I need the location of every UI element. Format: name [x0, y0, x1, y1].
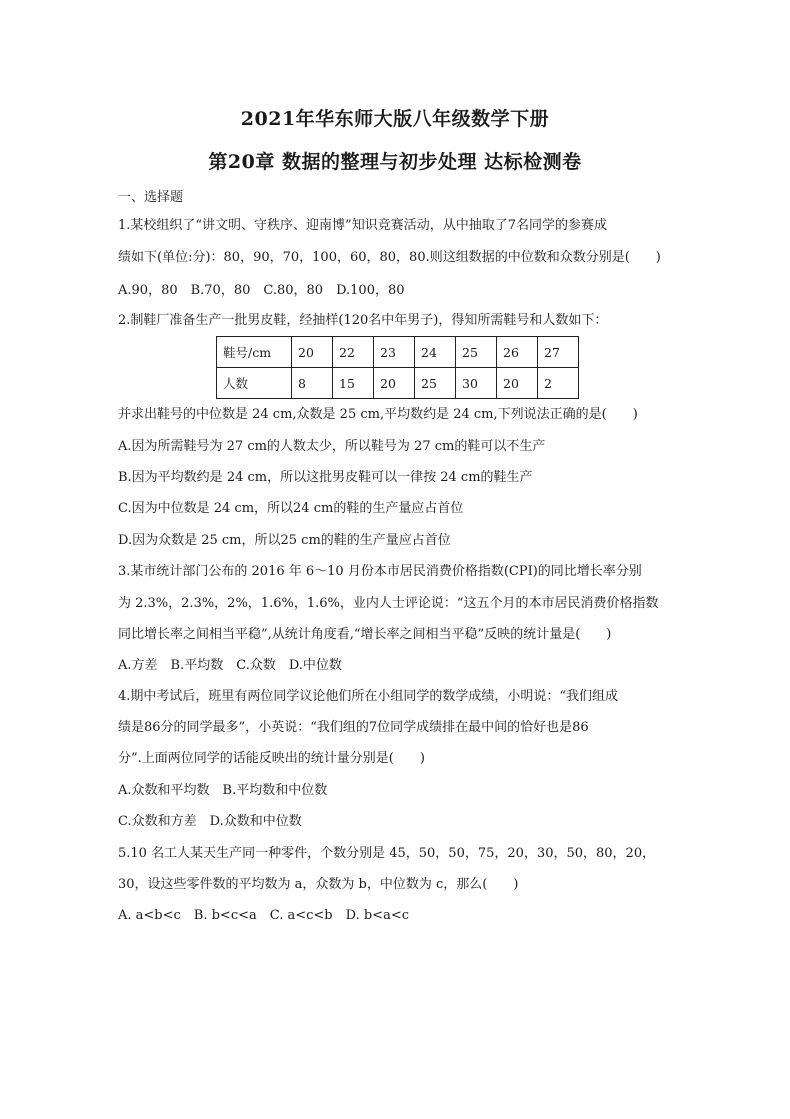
q4-options-cd: C.众数和方差 D.众数和中位数: [118, 814, 302, 829]
q3-line3: 同比增长率之间相当平稳”,从统计角度看,“增长率之间相当平稳”反映的统计量是( ): [118, 627, 612, 642]
table-cell: 25: [456, 337, 497, 368]
table-cell: 22: [333, 337, 374, 368]
table-header-count: 人数: [217, 368, 292, 399]
q3-line2: 为 2.3%，2.3%，2%，1.6%，1.6%，业内人士评论说：“这五个月的本市居民消费价格指数: [118, 596, 659, 611]
q1-line2: 绩如下(单位:分)：80，90，70，100，60，80，80.则这组数据的中位数和众数分别是( ): [118, 250, 661, 265]
table-cell: 8: [292, 368, 333, 399]
table-cell: 26: [497, 337, 538, 368]
table-cell: 15: [333, 368, 374, 399]
q4-line2: 绩是86分的同学最多”，小英说：“我们组的7位同学成绩排在最中间的恰好也是86: [118, 720, 589, 735]
table-cell: 2: [538, 368, 579, 399]
q4-options-ab: A.众数和平均数 B.平均数和中位数: [118, 783, 328, 798]
q2-line1: 2.制鞋厂准备生产一批男皮鞋，经抽样(120名中年男子)，得知所需鞋号和人数如下：: [118, 313, 608, 328]
q1-line1: 1.某校组织了“讲文明、守秩序、迎南博”知识竞赛活动，从中抽取了7名同学的参赛成: [118, 218, 607, 233]
table-header-size: 鞋号/cm: [217, 337, 292, 368]
table-cell: 24: [415, 337, 456, 368]
section-heading: 一、选择题: [118, 190, 184, 205]
q5-line2: 30，设这些零件数的平均数为 a，众数为 b，中位数为 c，那么( ): [118, 877, 519, 892]
q2-option-b: B.因为平均数约是 24 cm，所以这批男皮鞋可以一律按 24 cm的鞋生产: [118, 470, 533, 485]
table-cell: 20: [497, 368, 538, 399]
q2-option-c: C.因为中位数是 24 cm，所以24 cm的鞋的生产量应占首位: [118, 501, 464, 516]
q4-line1: 4.期中考试后，班里有两位同学议论他们所在小组同学的数学成绩，小明说：“我们组成: [118, 689, 619, 704]
table-cell: 23: [374, 337, 415, 368]
q3-options: A.方差 B.平均数 C.众数 D.中位数: [118, 658, 342, 673]
table-cell: 20: [292, 337, 333, 368]
table-row: [217, 368, 579, 399]
shoe-size-table: [216, 336, 579, 399]
q2-line2: 并求出鞋号的中位数是 24 cm,众数是 25 cm,平均数约是 24 cm,下列说法正确的是( ): [118, 407, 638, 422]
q4-line3: 分”.上面两位同学的话能反映出的统计量分别是( ): [118, 751, 425, 766]
q2-option-a: A.因为所需鞋号为 27 cm的人数太少，所以鞋号为 27 cm的鞋可以不生产: [118, 439, 546, 454]
q2-option-d: D.因为众数是 25 cm，所以25 cm的鞋的生产量应占首位: [118, 533, 451, 548]
q5-options: A. a<b<c B. b<c<a C. a<c<b D. b<a<c: [118, 908, 409, 923]
document-title: 2021年华东师大版八年级数学下册: [240, 108, 550, 130]
table-cell: 30: [456, 368, 497, 399]
q1-options: A.90，80 B.70，80 C.80，80 D.100，80: [118, 283, 405, 298]
q3-line1: 3.某市统计部门公布的 2016 年 6～10 月份本市居民消费价格指数(CPI)的同比增长率分别: [118, 564, 642, 579]
q5-line1: 5.10 名工人某天生产同一种零件，个数分别是 45，50，50，75，20，30，50，80，20，: [118, 846, 656, 861]
table-cell: 27: [538, 337, 579, 368]
table-cell: 20: [374, 368, 415, 399]
table-cell: 25: [415, 368, 456, 399]
table-row: [217, 337, 579, 368]
document-subtitle: 第20章 数据的整理与初步处理 达标检测卷: [208, 151, 582, 173]
